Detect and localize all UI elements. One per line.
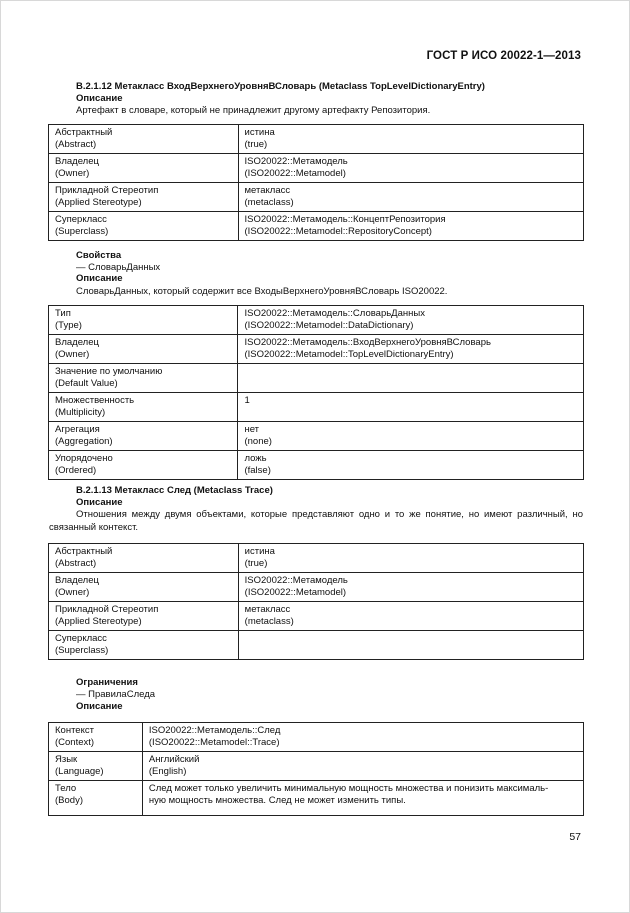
attribute-value-cell: [238, 364, 584, 393]
attribute-value-cell: истина (true): [238, 125, 583, 154]
constraint-description-label: Описание: [76, 701, 123, 712]
metaclass-attributes-table: [48, 543, 584, 660]
table-row: [49, 544, 584, 573]
attribute-name-cell: Множественность (Multiplicity): [49, 393, 238, 422]
attribute-value-cell: ISO20022::Метамодель::КонцептРепозитория (ISO20022::Metamodel::RepositoryConcept): [238, 212, 583, 241]
attribute-value-cell: 1: [238, 393, 584, 422]
section-title-top-level-dictionary-entry: B.2.1.12 Метакласс ВходВерхнегоУровняВСловарь (Metaclass TopLevelDictionaryEntry): [76, 81, 485, 92]
table-row: [49, 752, 584, 781]
attribute-value-cell: метакласс (metaclass): [238, 183, 583, 212]
attribute-name-cell: Суперкласс (Superclass): [49, 631, 239, 660]
attribute-name-cell: Тело (Body): [49, 781, 143, 816]
table-row: [49, 125, 584, 154]
table-row: [49, 631, 584, 660]
constraints-label: Ограничения: [76, 677, 138, 688]
table-row: [49, 183, 584, 212]
constraint-item: — ПравилаСледа: [76, 689, 156, 700]
attribute-value-cell: Английский (English): [142, 752, 583, 781]
description-text: Артефакт в словаре, который не принадлежит другому артефакту Репозитория.: [76, 105, 431, 116]
attribute-name-cell: Агрегация (Aggregation): [49, 422, 238, 451]
attribute-value-cell: ISO20022::Метамодель::След (ISO20022::Metamodel::Trace): [142, 723, 583, 752]
attribute-name-cell: Прикладной Стереотип (Applied Stereotype): [49, 183, 239, 212]
attribute-name-cell: Суперкласс (Superclass): [49, 212, 239, 241]
attribute-name-cell: Абстрактный (Abstract): [49, 544, 239, 573]
properties-label: Свойства: [76, 250, 122, 261]
attribute-name-cell: Владелец (Owner): [49, 573, 239, 602]
table-row: [49, 393, 584, 422]
attribute-name-cell: Владелец (Owner): [49, 154, 239, 183]
table-row: [49, 422, 584, 451]
table-row: [49, 335, 584, 364]
table-row: [49, 154, 584, 183]
attribute-value-cell: ложь (false): [238, 451, 584, 480]
description-label: Описание: [76, 497, 123, 508]
table-row: [49, 573, 584, 602]
attribute-name-cell: Значение по умолчанию (Default Value): [49, 364, 238, 393]
table-row: [49, 602, 584, 631]
description-label: Описание: [76, 93, 123, 104]
property-description-text: СловарьДанных, который содержит все ВходыВерхнегоУровняВСловарь ISO20022.: [76, 286, 448, 297]
attribute-value-cell: ISO20022::Метамодель (ISO20022::Metamodel): [238, 154, 583, 183]
attribute-value-cell: нет (none): [238, 422, 584, 451]
attribute-name-cell: Абстрактный (Abstract): [49, 125, 239, 154]
metaclass-attributes-table: [48, 124, 584, 241]
attribute-value-cell: ISO20022::Метамодель::ВходВерхнегоУровняВСловарь (ISO20022::Metamodel::TopLevelDictionaryEntry): [238, 335, 584, 364]
attribute-value-cell: След может только увеличить минимальную мощность множества и понизить максималь- ную мощность множества. След не может изменить типы.: [142, 781, 583, 816]
property-attributes-table: [48, 305, 584, 480]
table-row: [49, 306, 584, 335]
section-title-trace: B.2.1.13 Метакласс След (Metaclass Trace): [76, 485, 273, 496]
table-row: [49, 781, 584, 816]
page-number: 57: [569, 831, 581, 843]
property-description-label: Описание: [76, 273, 123, 284]
attribute-value-cell: метакласс (metaclass): [238, 602, 583, 631]
table-row: [49, 723, 584, 752]
attribute-name-cell: Владелец (Owner): [49, 335, 238, 364]
attribute-value-cell: [238, 631, 583, 660]
property-item: — СловарьДанных: [76, 262, 161, 273]
attribute-value-cell: истина (true): [238, 544, 583, 573]
attribute-name-cell: Упорядочено (Ordered): [49, 451, 238, 480]
table-row: [49, 364, 584, 393]
attribute-name-cell: Контекст (Context): [49, 723, 143, 752]
attribute-name-cell: Тип (Type): [49, 306, 238, 335]
attribute-name-cell: Язык (Language): [49, 752, 143, 781]
description-text: Отношения между двумя объектами, которые представляют одно и то же понятие, но имеют различный, но связанный контекст.: [49, 509, 583, 533]
table-row: [49, 451, 584, 480]
document-header: ГОСТ Р ИСО 20022-1—2013: [426, 50, 581, 62]
attribute-name-cell: Прикладной Стереотип (Applied Stereotype): [49, 602, 239, 631]
attribute-value-cell: ISO20022::Метамодель (ISO20022::Metamodel): [238, 573, 583, 602]
table-row: [49, 212, 584, 241]
attribute-value-cell: ISO20022::Метамодель::СловарьДанных (ISO20022::Metamodel::DataDictionary): [238, 306, 584, 335]
constraint-table: [48, 722, 584, 816]
